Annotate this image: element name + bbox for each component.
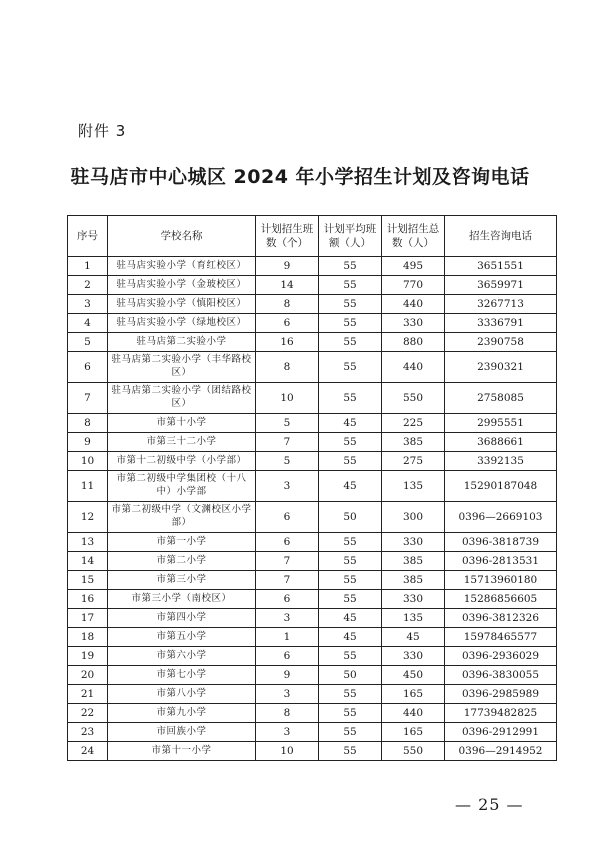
cell-school: 市第九小学 [108, 704, 256, 723]
cell-avg: 55 [319, 383, 382, 414]
cell-school: 市第一小学 [108, 533, 256, 552]
cell-classes: 5 [256, 414, 319, 433]
table-row [68, 333, 557, 352]
cell-avg: 55 [319, 647, 382, 666]
cell-no: 6 [68, 352, 108, 383]
cell-total: 165 [382, 685, 445, 704]
cell-phone: 3392135 [445, 452, 557, 471]
cell-school: 市第六小学 [108, 647, 256, 666]
cell-avg: 50 [319, 502, 382, 533]
cell-avg: 55 [319, 704, 382, 723]
cell-no: 15 [68, 571, 108, 590]
cell-phone: 0396-2985989 [445, 685, 557, 704]
cell-school: 市第七小学 [108, 666, 256, 685]
cell-no: 18 [68, 628, 108, 647]
cell-total: 135 [382, 471, 445, 502]
cell-phone: 0396—2914952 [445, 742, 557, 761]
table-row [68, 314, 557, 333]
cell-school: 市第十二初级中学（小学部） [108, 452, 256, 471]
cell-school: 市第二小学 [108, 552, 256, 571]
table-row [68, 533, 557, 552]
cell-avg: 55 [319, 452, 382, 471]
cell-no: 19 [68, 647, 108, 666]
cell-total: 880 [382, 333, 445, 352]
cell-school: 市第三小学 [108, 571, 256, 590]
cell-avg: 55 [319, 571, 382, 590]
cell-school: 市第十小学 [108, 414, 256, 433]
cell-total: 440 [382, 352, 445, 383]
cell-phone: 3336791 [445, 314, 557, 333]
cell-avg: 55 [319, 314, 382, 333]
cell-avg: 45 [319, 609, 382, 628]
cell-avg: 55 [319, 433, 382, 452]
table-row [68, 609, 557, 628]
cell-total: 385 [382, 433, 445, 452]
cell-no: 2 [68, 276, 108, 295]
cell-classes: 8 [256, 352, 319, 383]
cell-phone: 3688661 [445, 433, 557, 452]
cell-avg: 45 [319, 414, 382, 433]
cell-total: 330 [382, 647, 445, 666]
cell-no: 21 [68, 685, 108, 704]
cell-total: 225 [382, 414, 445, 433]
table-row [68, 666, 557, 685]
cell-phone: 3267713 [445, 295, 557, 314]
cell-no: 11 [68, 471, 108, 502]
cell-avg: 55 [319, 742, 382, 761]
cell-total: 550 [382, 742, 445, 761]
table-row [68, 552, 557, 571]
cell-avg: 55 [319, 552, 382, 571]
cell-school: 驻马店实验小学（金玻校区） [108, 276, 256, 295]
cell-classes: 14 [256, 276, 319, 295]
cell-total: 330 [382, 314, 445, 333]
cell-school: 驻马店第二实验小学（丰华路校区） [108, 352, 256, 383]
cell-classes: 3 [256, 471, 319, 502]
cell-avg: 55 [319, 352, 382, 383]
table-row [68, 414, 557, 433]
cell-school: 市第三十二小学 [108, 433, 256, 452]
cell-total: 385 [382, 552, 445, 571]
cell-classes: 6 [256, 590, 319, 609]
cell-phone: 15290187048 [445, 471, 557, 502]
cell-phone: 0396-2912991 [445, 723, 557, 742]
cell-phone: 2390758 [445, 333, 557, 352]
cell-school: 市第二初级中学（文渊校区小学部） [108, 502, 256, 533]
cell-total: 165 [382, 723, 445, 742]
cell-avg: 50 [319, 666, 382, 685]
cell-total: 440 [382, 704, 445, 723]
attachment-label: 附件 3 [78, 122, 127, 140]
table-row [68, 628, 557, 647]
cell-total: 330 [382, 590, 445, 609]
table-row [68, 383, 557, 414]
table-row [68, 452, 557, 471]
cell-total: 450 [382, 666, 445, 685]
cell-total: 300 [382, 502, 445, 533]
cell-total: 330 [382, 533, 445, 552]
table-row [68, 276, 557, 295]
cell-classes: 5 [256, 452, 319, 471]
cell-classes: 3 [256, 685, 319, 704]
cell-total: 770 [382, 276, 445, 295]
cell-no: 9 [68, 433, 108, 452]
cell-avg: 55 [319, 333, 382, 352]
cell-school: 市第五小学 [108, 628, 256, 647]
cell-no: 7 [68, 383, 108, 414]
cell-school: 市第三小学（南校区） [108, 590, 256, 609]
cell-no: 1 [68, 257, 108, 276]
table-row [68, 742, 557, 761]
cell-avg: 55 [319, 590, 382, 609]
cell-phone: 15978465577 [445, 628, 557, 647]
table-row [68, 352, 557, 383]
cell-classes: 9 [256, 257, 319, 276]
table-row [68, 590, 557, 609]
page-number: — 25 — [455, 795, 524, 814]
table-body [68, 257, 557, 761]
cell-classes: 1 [256, 628, 319, 647]
cell-phone: 3659971 [445, 276, 557, 295]
table-row [68, 723, 557, 742]
cell-avg: 55 [319, 257, 382, 276]
cell-classes: 16 [256, 333, 319, 352]
cell-no: 5 [68, 333, 108, 352]
cell-no: 4 [68, 314, 108, 333]
cell-phone: 0396—2669103 [445, 502, 557, 533]
cell-avg: 55 [319, 533, 382, 552]
cell-no: 13 [68, 533, 108, 552]
cell-phone: 15713960180 [445, 571, 557, 590]
cell-classes: 10 [256, 383, 319, 414]
cell-school: 驻马店第二实验小学（团结路校区） [108, 383, 256, 414]
cell-classes: 3 [256, 609, 319, 628]
header-no: 序号 [68, 216, 108, 257]
cell-phone: 3651551 [445, 257, 557, 276]
table-header-row [68, 216, 557, 257]
table-row [68, 257, 557, 276]
cell-classes: 6 [256, 533, 319, 552]
table-row [68, 571, 557, 590]
cell-no: 24 [68, 742, 108, 761]
header-avg: 计划平均班额（人） [319, 216, 382, 257]
cell-school: 驻马店实验小学（慎阳校区） [108, 295, 256, 314]
table-row [68, 685, 557, 704]
cell-no: 22 [68, 704, 108, 723]
cell-school: 市第二初级中学集团校（十八中）小学部 [108, 471, 256, 502]
cell-total: 550 [382, 383, 445, 414]
table-row [68, 295, 557, 314]
table-row [68, 471, 557, 502]
cell-phone: 0396-3830055 [445, 666, 557, 685]
cell-avg: 45 [319, 471, 382, 502]
header-school: 学校名称 [108, 216, 256, 257]
cell-total: 440 [382, 295, 445, 314]
cell-classes: 7 [256, 433, 319, 452]
cell-classes: 10 [256, 742, 319, 761]
cell-no: 10 [68, 452, 108, 471]
cell-school: 市第十一小学 [108, 742, 256, 761]
cell-school: 市第四小学 [108, 609, 256, 628]
enrollment-table [67, 215, 557, 761]
table-row [68, 502, 557, 533]
cell-total: 275 [382, 452, 445, 471]
cell-school: 市第八小学 [108, 685, 256, 704]
cell-classes: 3 [256, 723, 319, 742]
cell-no: 3 [68, 295, 108, 314]
cell-school: 驻马店第二实验小学 [108, 333, 256, 352]
cell-classes: 6 [256, 502, 319, 533]
cell-classes: 8 [256, 295, 319, 314]
cell-classes: 6 [256, 647, 319, 666]
cell-phone: 15286856605 [445, 590, 557, 609]
cell-classes: 9 [256, 666, 319, 685]
table-row [68, 704, 557, 723]
cell-total: 135 [382, 609, 445, 628]
cell-avg: 45 [319, 628, 382, 647]
cell-phone: 0396-3818739 [445, 533, 557, 552]
cell-phone: 0396-3812326 [445, 609, 557, 628]
cell-phone: 17739482825 [445, 704, 557, 723]
header-classes: 计划招生班数（个） [256, 216, 319, 257]
cell-no: 14 [68, 552, 108, 571]
cell-school: 驻马店实验小学（绿地校区） [108, 314, 256, 333]
cell-classes: 7 [256, 552, 319, 571]
cell-classes: 8 [256, 704, 319, 723]
header-total: 计划招生总数（人） [382, 216, 445, 257]
document-title: 驻马店市中心城区 2024 年小学招生计划及咨询电话 [70, 166, 530, 188]
cell-school: 驻马店实验小学（育红校区） [108, 257, 256, 276]
cell-avg: 55 [319, 723, 382, 742]
cell-school: 市回族小学 [108, 723, 256, 742]
cell-phone: 2390321 [445, 352, 557, 383]
cell-no: 8 [68, 414, 108, 433]
table-row [68, 647, 557, 666]
cell-classes: 7 [256, 571, 319, 590]
cell-phone: 2995551 [445, 414, 557, 433]
cell-avg: 55 [319, 295, 382, 314]
cell-total: 495 [382, 257, 445, 276]
cell-phone: 2758085 [445, 383, 557, 414]
cell-no: 17 [68, 609, 108, 628]
table-row [68, 433, 557, 452]
header-phone: 招生咨询电话 [445, 216, 557, 257]
cell-total: 385 [382, 571, 445, 590]
cell-no: 23 [68, 723, 108, 742]
cell-no: 20 [68, 666, 108, 685]
cell-classes: 6 [256, 314, 319, 333]
cell-avg: 55 [319, 685, 382, 704]
cell-phone: 0396-2936029 [445, 647, 557, 666]
cell-no: 16 [68, 590, 108, 609]
cell-avg: 55 [319, 276, 382, 295]
cell-phone: 0396-2813531 [445, 552, 557, 571]
cell-no: 12 [68, 502, 108, 533]
cell-total: 45 [382, 628, 445, 647]
